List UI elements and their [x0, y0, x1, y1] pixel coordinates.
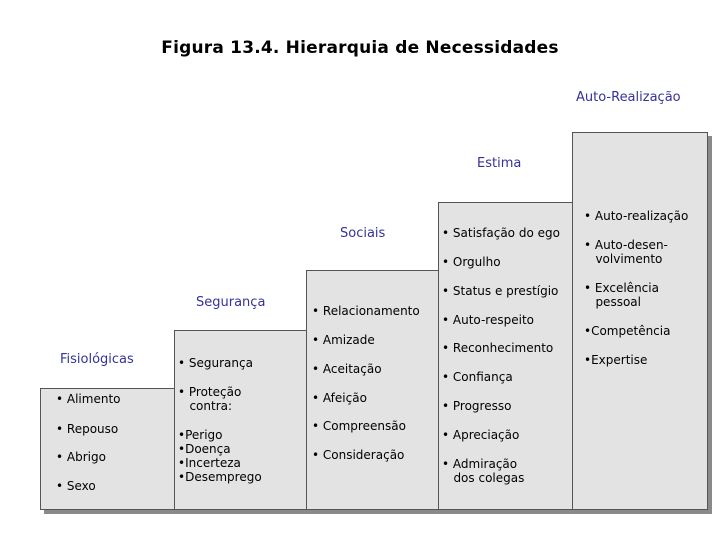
list-item: • Afeição — [312, 391, 367, 405]
list-item: • Confiança — [442, 370, 513, 384]
level-label-auto-realizacao: Auto-Realização — [576, 90, 681, 105]
list-item: • Aceitação — [312, 362, 382, 376]
list-item: • Satisfação do ego — [442, 226, 560, 240]
list-item: • Abrigo — [56, 450, 106, 464]
list-item: •Expertise — [584, 353, 648, 367]
list-item: •Perigo •Doença •Incerteza •Desemprego — [178, 428, 262, 484]
list-item: • Sexo — [56, 479, 96, 493]
list-item: • Apreciação — [442, 428, 520, 442]
list-item: • Relacionamento — [312, 304, 420, 318]
level-label-seguranca: Segurança — [196, 295, 266, 310]
list-item: • Status e prestígio — [442, 284, 559, 298]
list-item: • Consideração — [312, 448, 405, 462]
list-item: • Reconhecimento — [442, 341, 554, 355]
level-label-sociais: Sociais — [340, 226, 386, 241]
list-item: • Compreensão — [312, 419, 406, 433]
list-item: • Alimento — [56, 392, 121, 406]
list-item: • Auto-respeito — [442, 313, 534, 327]
list-item: • Proteção contra: — [178, 385, 242, 413]
list-item: • Admiração dos colegas — [442, 457, 525, 485]
list-item: • Segurança — [178, 356, 253, 370]
list-item: • Auto-desen- volvimento — [584, 238, 668, 266]
list-item: • Progresso — [442, 399, 512, 413]
list-item: • Orgulho — [442, 255, 501, 269]
list-item: •Competência — [584, 324, 671, 338]
step-auto-realizacao — [572, 132, 708, 510]
list-item: • Amizade — [312, 333, 375, 347]
list-item: • Auto-realização — [584, 209, 689, 223]
level-label-estima: Estima — [477, 156, 522, 171]
list-item: • Repouso — [56, 422, 119, 436]
figure-title: Figura 13.4. Hierarquia de Necessidades — [161, 38, 559, 58]
list-item: • Excelência pessoal — [584, 281, 659, 309]
level-label-fisiologicas: Fisiológicas — [60, 352, 134, 367]
